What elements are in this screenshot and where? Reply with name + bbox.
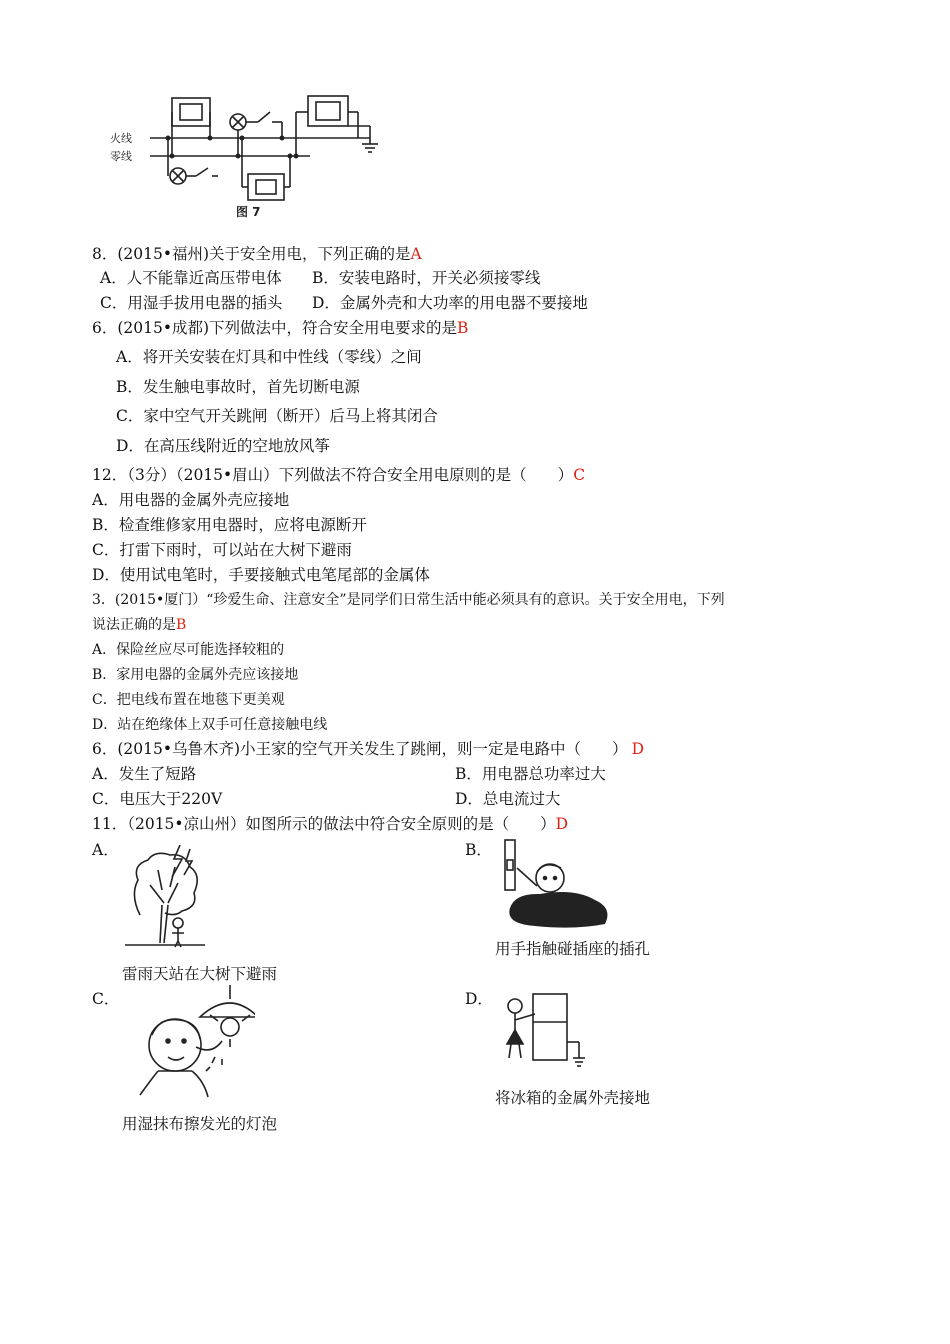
option: C．打雷下雨时，可以站在大树下避雨 [92,541,352,559]
option-d-caption: 将冰箱的金属外壳接地 [495,1089,651,1107]
wet-cloth-bulb-illustration [130,985,255,1105]
question-3-stem: 3．(2015•厦门）“珍爱生命、注意安全”是同学们日常生活中能必须具有的意识。关于安全用电，下列 [92,592,725,608]
figure-caption: 图 7 [236,205,261,219]
option-c-caption: 用湿抹布擦发光的灯泡 [122,1115,278,1133]
tree-lightning-illustration [120,845,210,950]
answer-badge: A [410,245,422,263]
option: B．检查维修家用电器时，应将电源断开 [92,516,367,534]
option: C．把电线布置在地毯下更美观 [92,692,285,708]
live-wire-label: 火线 [110,132,132,145]
question-11-stem: 11．（2015•凉山州）如图所示的做法中符合安全原则的是（ ）D [92,815,569,833]
option: C．电压大于220V [92,790,223,808]
option: D．站在绝缘体上双手可任意接触电线 [92,717,328,733]
answer-badge: D [555,815,569,833]
option: A．用电器的金属外壳应接地 [92,491,290,509]
answer-badge: B [176,617,187,633]
option-b-caption: 用手指触碰插座的插孔 [495,940,651,958]
option: B．用电器总功率过大 [455,765,606,783]
option-a-caption: 雷雨天站在大树下避雨 [122,965,278,983]
option: C．用湿手拔用电器的插头 [100,294,283,312]
question-12-stem: 12．（3分）（2015•眉山）下列做法不符合安全用电原则的是（ ）C [92,466,586,484]
neutral-wire-label: 零线 [110,150,132,163]
question-6b-stem: 6．(2015•乌鲁木齐)小王家的空气开关发生了跳闸，则一定是电路中（ ） D [92,740,644,758]
option-b-label: B． [465,841,492,859]
child-socket-illustration [495,838,615,933]
fridge-ground-illustration [495,992,585,1074]
option: A．将开关安装在灯具和中性线（零线）之间 [116,348,422,366]
option: D．在高压线附近的空地放风筝 [116,437,330,455]
option: B．家用电器的金属外壳应该接地 [92,667,299,683]
option: B．发生触电事故时，首先切断电源 [116,378,360,396]
option: A．保险丝应尽可能选择较粗的 [92,642,285,658]
answer-badge: C [573,466,586,484]
option: B．安装电路时，开关必须接零线 [312,269,541,287]
circuit-diagram-figure7 [110,88,400,223]
option: C．家中空气开关跳闸（断开）后马上将其闭合 [116,407,438,425]
question-8-stem: 8．(2015•福州)关于安全用电，下列正确的是A [92,245,422,263]
option: D．金属外壳和大功率的用电器不要接地 [312,294,588,312]
option-d-label: D． [465,990,493,1008]
answer-badge: D [631,740,644,758]
option-c-label: C． [92,990,120,1008]
answer-badge: B [457,319,469,337]
question-3-stem-cont: 说法正确的是B [92,617,187,633]
option: D．总电流过大 [455,790,561,808]
option-a-label: A． [92,841,119,859]
option: D．使用试电笔时，手要接触式电笔尾部的金属体 [92,566,430,584]
option: A．发生了短路 [92,765,197,783]
question-6a-stem: 6．(2015•成都)下列做法中，符合安全用电要求的是B [92,319,469,337]
option: A．人不能靠近高压带电体 [100,269,282,287]
